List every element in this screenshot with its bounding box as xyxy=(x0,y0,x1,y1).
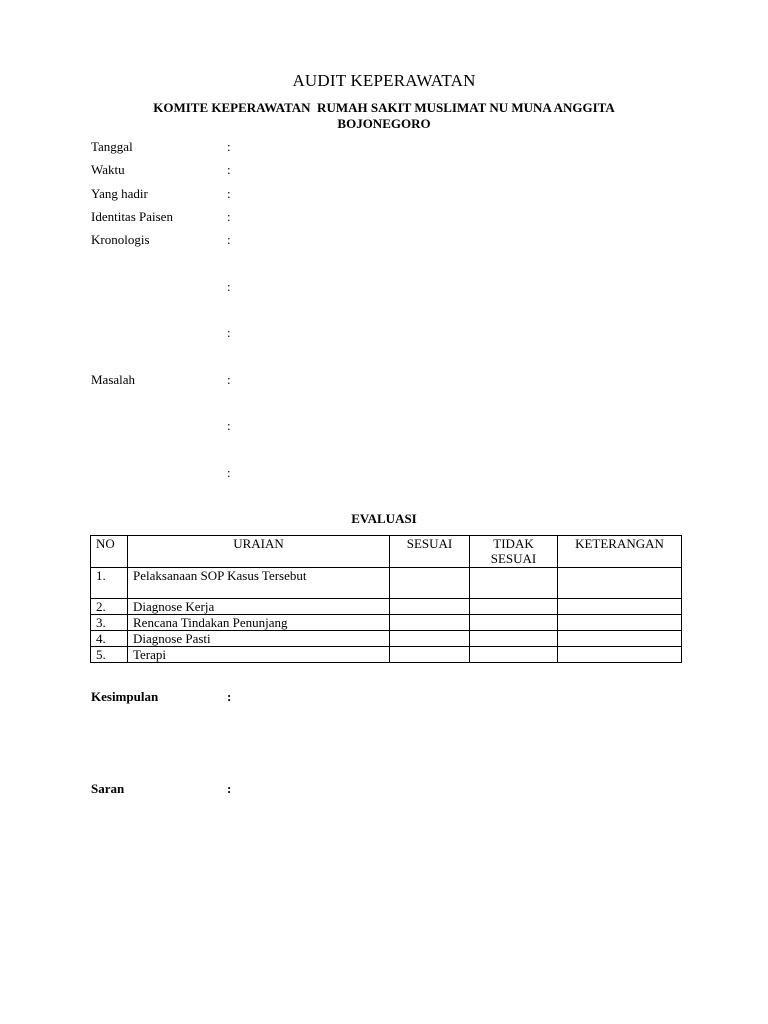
row-keterangan-cell xyxy=(558,599,682,615)
row-keterangan-cell xyxy=(558,647,682,663)
header-tidak-sesuai-line1: TIDAK xyxy=(493,536,534,551)
table-header-row xyxy=(91,536,682,568)
row-sesuai-cell xyxy=(390,631,470,647)
row-sesuai-cell xyxy=(390,647,470,663)
header-tidak-sesuai-line2: SESUAI xyxy=(490,551,537,566)
colon-kronologis-3: : xyxy=(227,325,231,340)
row-sesuai-cell xyxy=(390,568,470,599)
colon-yang-hadir: : xyxy=(227,186,231,201)
row-no: 5. xyxy=(91,647,128,663)
row-uraian: Terapi xyxy=(128,647,390,663)
row-tidak-sesuai-cell xyxy=(470,568,558,599)
table-row xyxy=(91,647,682,663)
row-no: 2. xyxy=(91,599,128,615)
colon-tanggal: : xyxy=(227,139,231,154)
colon-kronologis-2: : xyxy=(227,279,231,294)
row-sesuai-cell xyxy=(390,615,470,631)
header-tidak-sesuai xyxy=(470,536,558,568)
table-row xyxy=(91,568,682,599)
colon-masalah-1: : xyxy=(227,372,231,387)
field-label-kronologis: Kronologis xyxy=(91,232,150,247)
row-tidak-sesuai-cell xyxy=(470,615,558,631)
row-uraian: Diagnose Kerja xyxy=(128,599,390,615)
field-label-kesimpulan: Kesimpulan xyxy=(91,689,159,704)
header-keterangan: KETERANGAN xyxy=(558,536,682,568)
table-row xyxy=(91,599,682,615)
document-subtitle xyxy=(96,100,672,132)
subtitle-line-1: KOMITE KEPERAWATAN RUMAH SAKIT MUSLIMAT NU MUNA ANGGITA xyxy=(153,100,615,115)
colon-masalah-3: : xyxy=(227,465,231,480)
row-no: 4. xyxy=(91,631,128,647)
row-tidak-sesuai-cell xyxy=(470,631,558,647)
row-uraian: Pelaksanaan SOP Kasus Tersebut xyxy=(128,568,390,599)
field-label-waktu: Waktu xyxy=(91,162,125,177)
field-label-saran: Saran xyxy=(91,781,125,796)
colon-waktu: : xyxy=(227,162,231,177)
colon-kesimpulan: : xyxy=(227,689,232,704)
row-no: 1. xyxy=(91,568,128,599)
document-title: AUDIT KEPERAWATAN xyxy=(292,71,476,90)
header-uraian: URAIAN xyxy=(128,536,390,568)
evaluasi-title: EVALUASI xyxy=(351,511,417,526)
evaluasi-table xyxy=(90,535,682,663)
table-row xyxy=(91,615,682,631)
field-label-identitas: Identitas Paisen xyxy=(91,209,173,224)
subtitle-line-2: BOJONEGORO xyxy=(337,116,431,131)
row-keterangan-cell xyxy=(558,615,682,631)
header-sesuai: SESUAI xyxy=(390,536,470,568)
row-no: 3. xyxy=(91,615,128,631)
row-keterangan-cell xyxy=(558,631,682,647)
header-no: NO xyxy=(91,536,128,568)
row-uraian: Rencana Tindakan Penunjang xyxy=(128,615,390,631)
row-tidak-sesuai-cell xyxy=(470,647,558,663)
field-label-tanggal: Tanggal xyxy=(91,139,133,154)
row-uraian: Diagnose Pasti xyxy=(128,631,390,647)
row-sesuai-cell xyxy=(390,599,470,615)
colon-kronologis-1: : xyxy=(227,232,231,247)
field-label-masalah: Masalah xyxy=(91,372,136,387)
colon-masalah-2: : xyxy=(227,418,231,433)
colon-saran: : xyxy=(227,781,232,796)
colon-identitas: : xyxy=(227,209,231,224)
row-tidak-sesuai-cell xyxy=(470,599,558,615)
table-row xyxy=(91,631,682,647)
row-keterangan-cell xyxy=(558,568,682,599)
field-label-yang-hadir: Yang hadir xyxy=(91,186,148,201)
